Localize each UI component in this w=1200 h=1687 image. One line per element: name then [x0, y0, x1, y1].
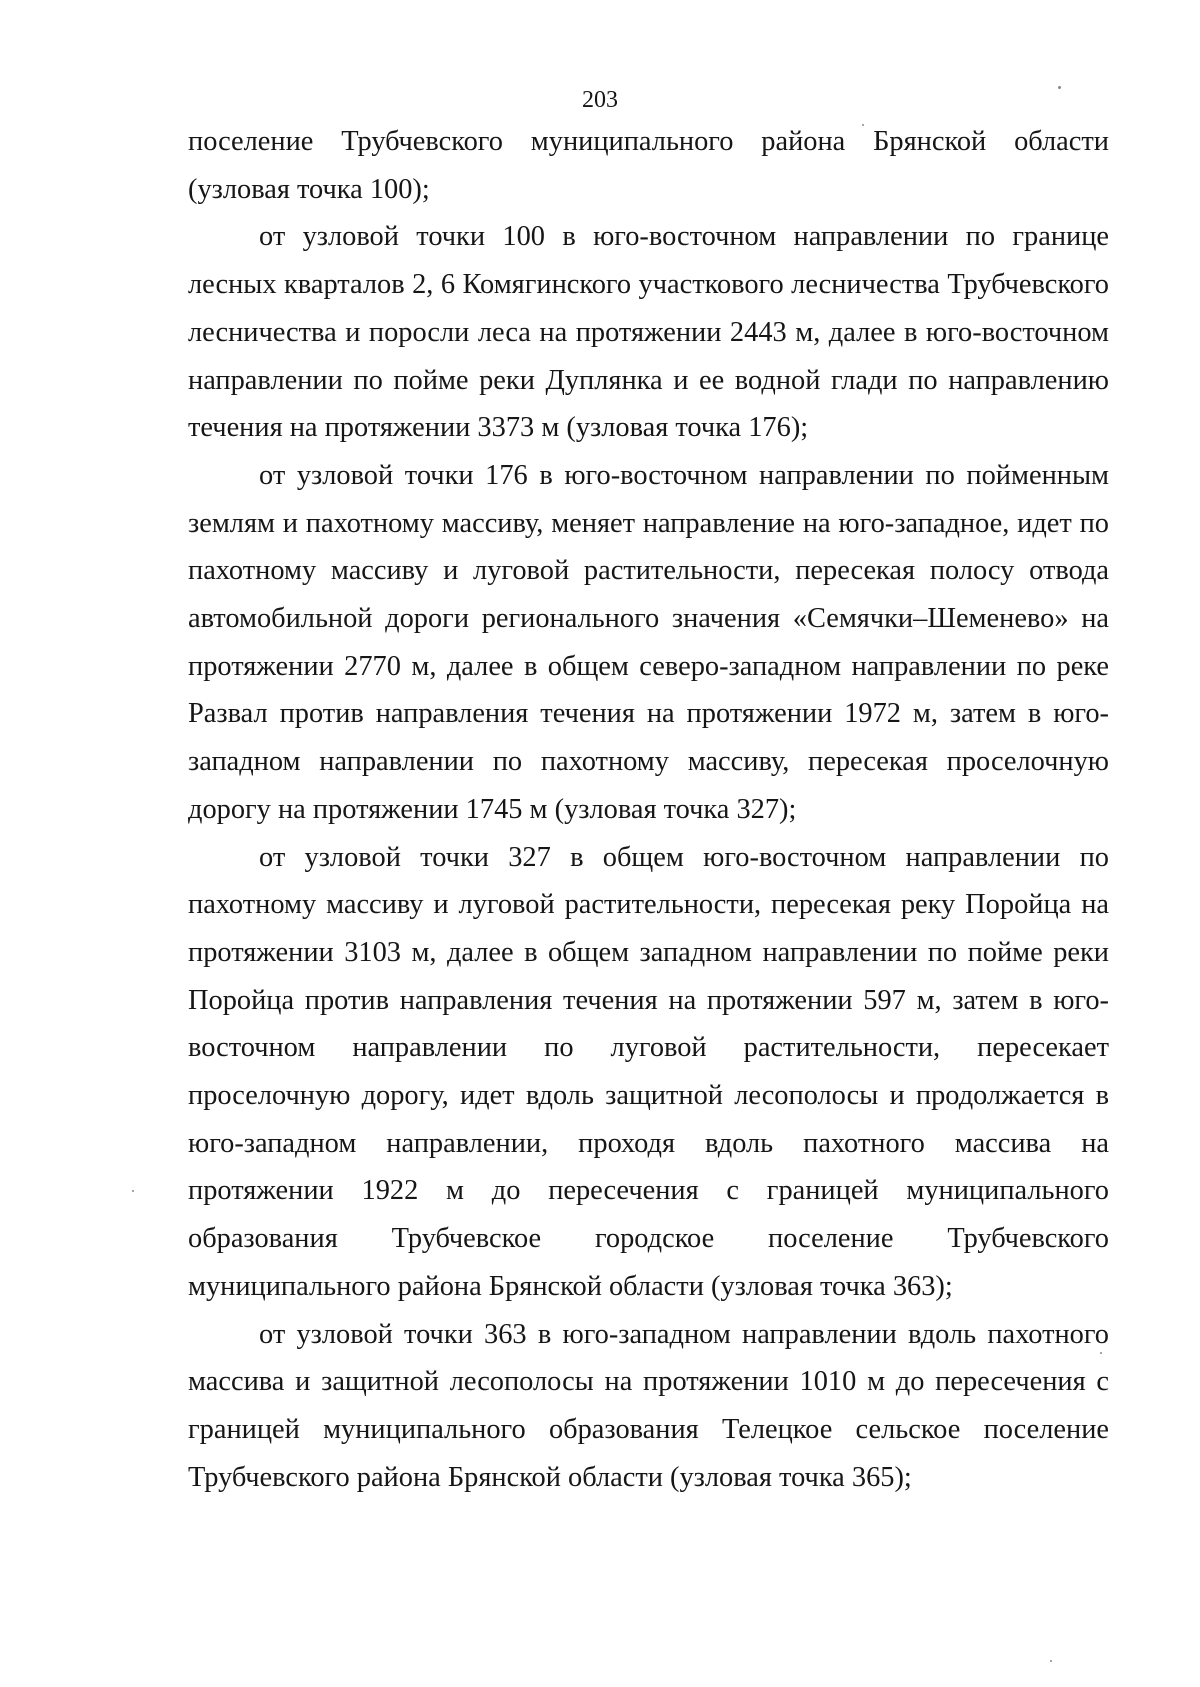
- paragraph-segment-176-327: от узловой точки 176 в юго-восточном направлении по пойменным землям и пахотному массиву, меняет направление на юго-западное, идет по пахотному массиву и луговой растительности, пересекая полосу отвода автомобильной дороги регионального значения «Семячки–Шеменево» на протяжении 2770 м, далее в общем северо-западном направлении по реке Развал против направления течения на протяжении 1972 м, затем в юго-западном направлении по пахотному массиву, пересекая проселочную дорогу на протяжении 1745 м (узловая точка 327);: [188, 459, 1109, 825]
- paragraph-segment-363-365: от узловой точки 363 в юго-западном направлении вдоль пахотного массива и защитной лесополосы на протяжении 1010 м до пересечения с границей муниципального образования Телецкое сельское поселение Трубчевского района Брянской области (узловая точка 365);: [188, 1318, 1109, 1493]
- scan-speck: [1100, 1352, 1102, 1354]
- paragraph-continuation: поселение Трубчевского муниципального района Брянской области (узловая точка 100);: [188, 126, 1109, 205]
- scan-speck: [862, 124, 864, 126]
- document-body: [188, 118, 1109, 1501]
- paragraph-segment-100-176: от узловой точки 100 в юго-восточном направлении по границе лесных кварталов 2, 6 Комягинского участкового лесничества Трубчевского лесничества и поросли леса на протяжении 2443 м, далее в юго-восточном направлении по пойме реки Дуплянка и ее водной глади по направлению течения на протяжении 3373 м (узловая точка 176);: [188, 221, 1109, 444]
- scan-speck: [132, 1190, 134, 1192]
- scan-speck: [1050, 1660, 1052, 1662]
- paragraph-segment-327-363: от узловой точки 327 в общем юго-восточном направлении по пахотному массиву и луговой растительности, пересекая реку Поройца на протяжении 3103 м, далее в общем западном направлении по пойме реки Поройца против направления течения на протяжении 597 м, затем в юго-восточном направлении по луговой растительности, пересекает проселочную дорогу, идет вдоль защитной лесополосы и продолжается в юго-западном направлении, проходя вдоль пахотного массива на протяжении 1922 м до пересечения с границей муниципального образования Трубчевское городское поселение Трубчевского муниципального района Брянской области (узловая точка 363);: [188, 841, 1109, 1302]
- page-number: 203: [582, 87, 618, 113]
- scan-speck: [1058, 86, 1061, 89]
